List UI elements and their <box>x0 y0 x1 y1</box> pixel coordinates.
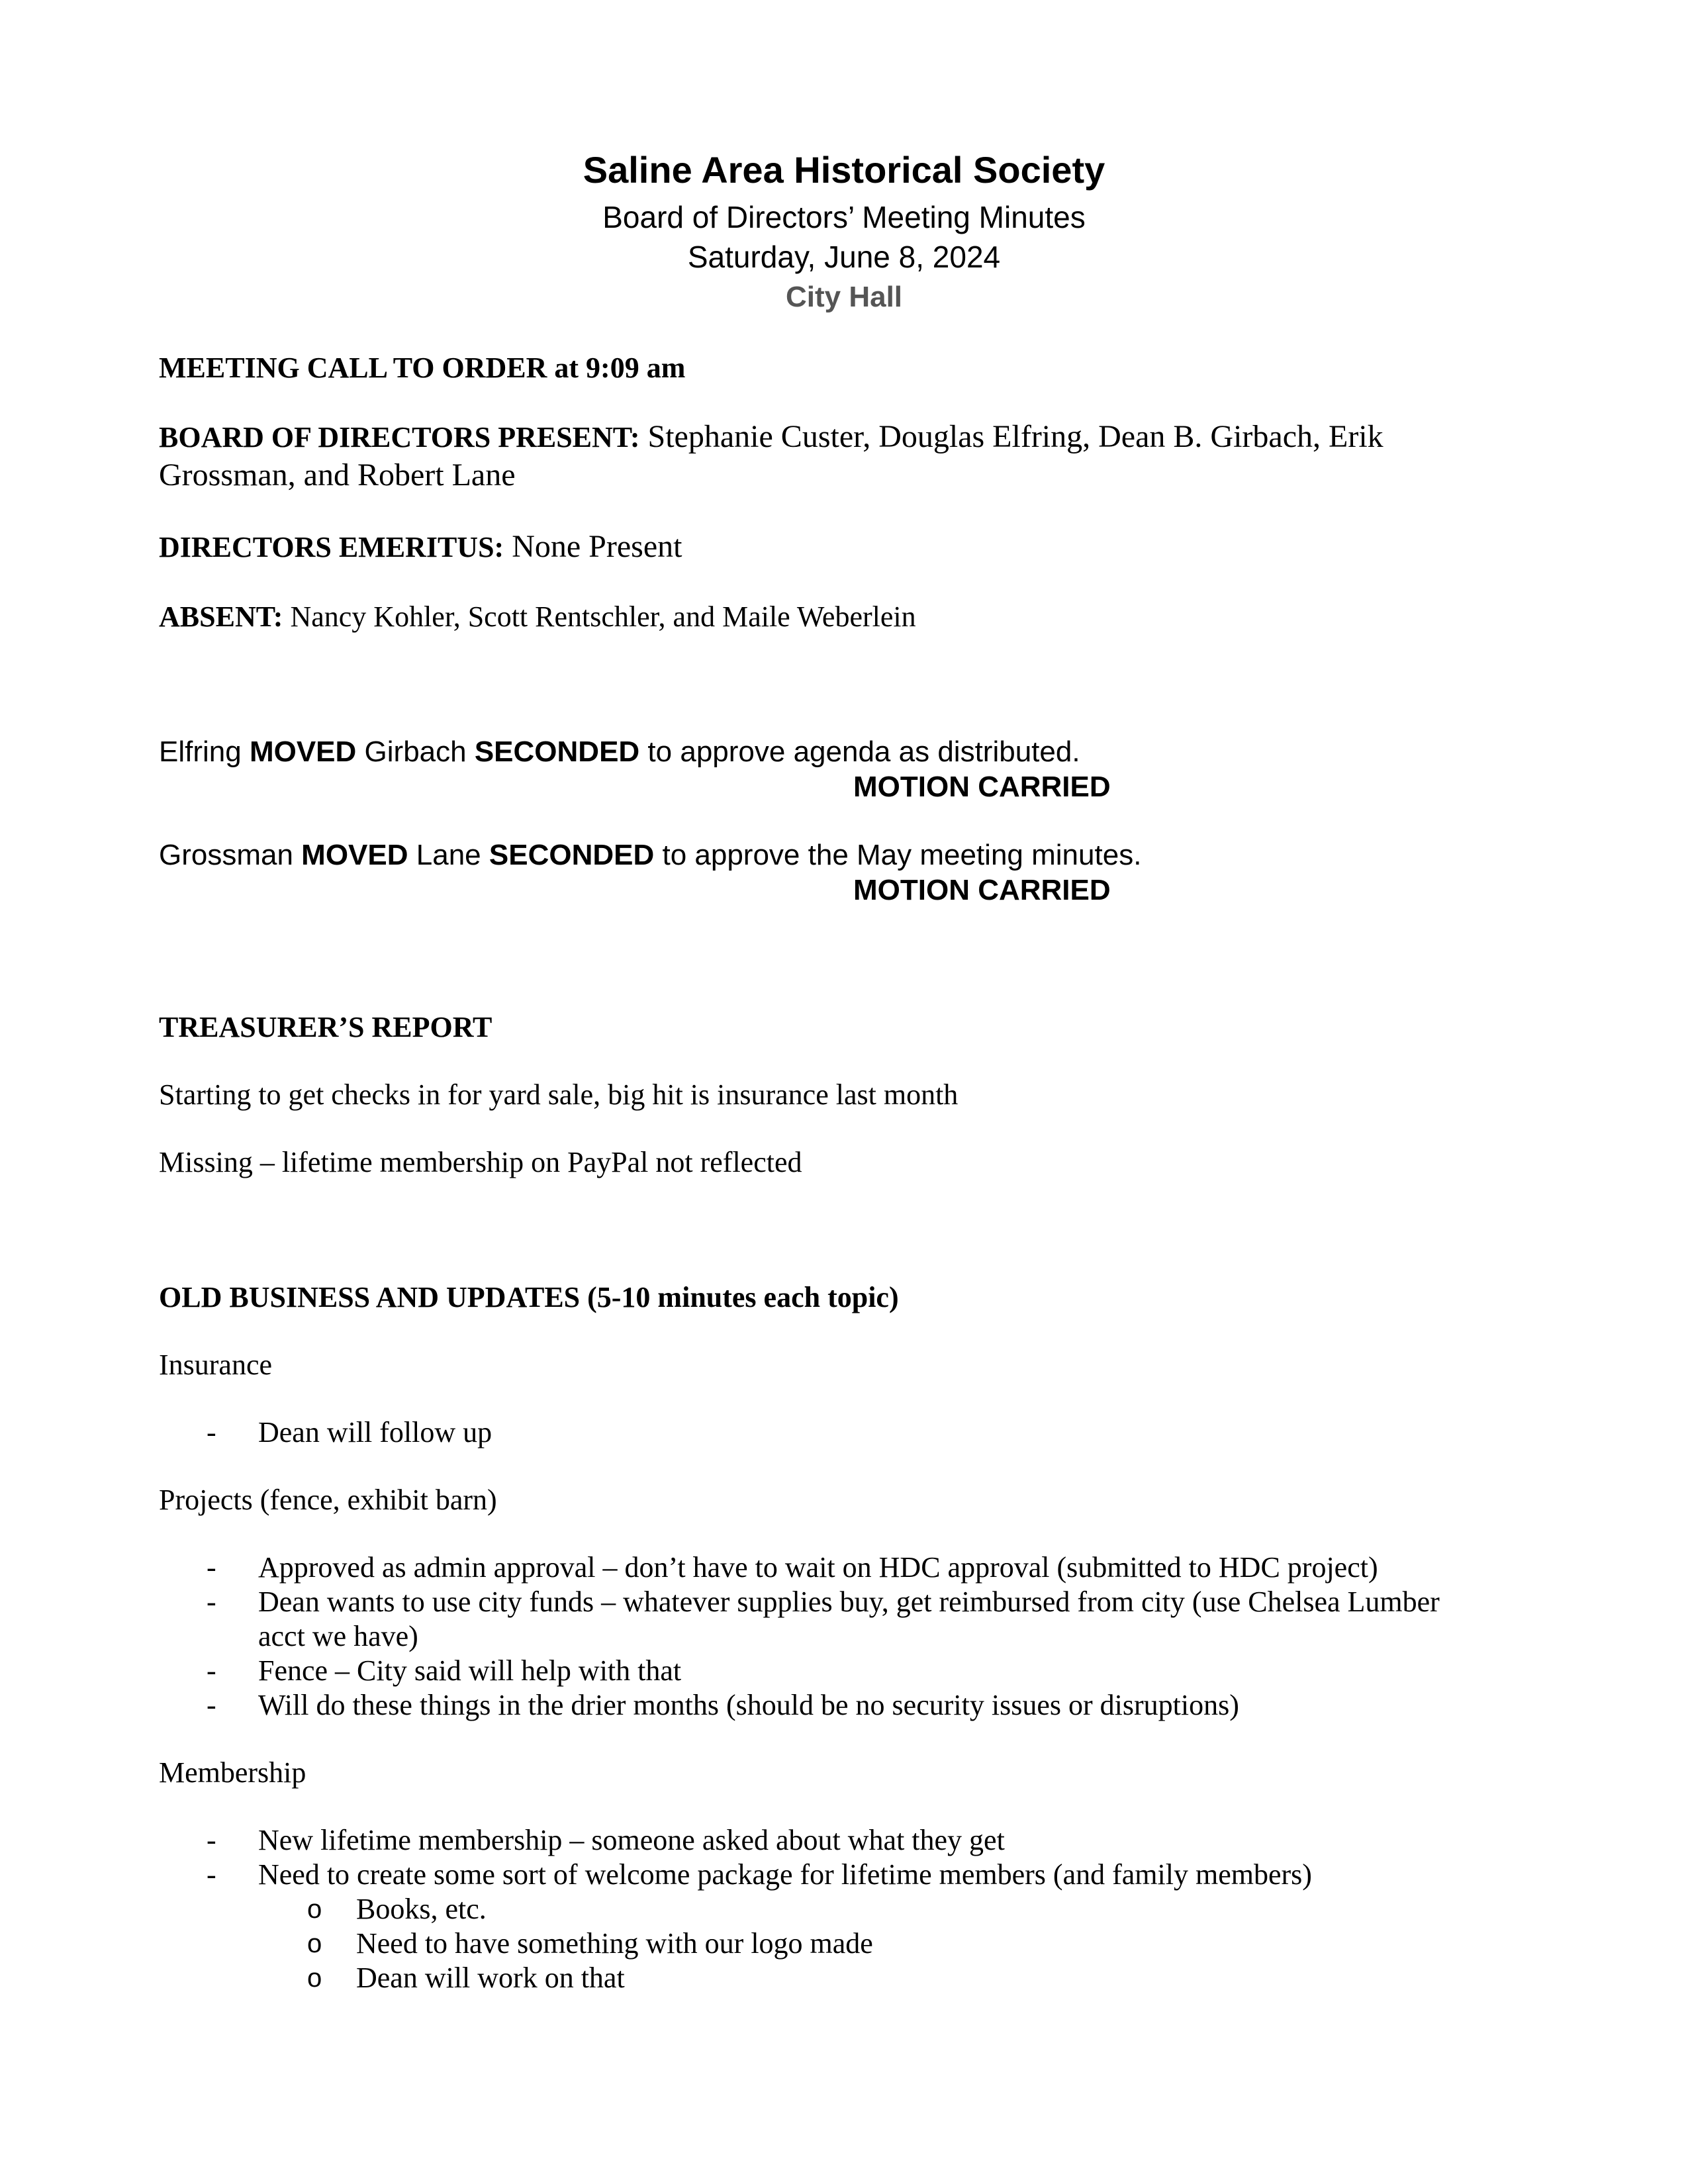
motion-seconder: Girbach <box>356 736 475 768</box>
sub-list-item-text: Dean will work on that <box>356 1962 625 1994</box>
motion-mover: Elfring <box>159 736 250 768</box>
treasurer-line: Missing – lifetime membership on PayPal not reflected <box>159 1146 802 1178</box>
call-to-order: MEETING CALL TO ORDER at 9:09 am <box>159 352 686 384</box>
emeritus-label: DIRECTORS EMERITUS: <box>159 531 504 563</box>
motion-1-result: MOTION CARRIED <box>853 771 1111 803</box>
list-item-text: Dean will follow up <box>258 1416 492 1448</box>
dash-bullet: - <box>207 1586 216 1618</box>
motion-seconder: Lane <box>408 839 489 871</box>
motion-moved-word: MOVED <box>249 736 357 768</box>
circle-bullet: o <box>307 1964 322 1993</box>
insurance-title: Insurance <box>159 1349 273 1381</box>
sub-list-item-text: Books, etc. <box>356 1893 487 1925</box>
list-item-text: Approved as admin approval – don’t have to wait on HDC approval (submitted to HDC project) <box>258 1551 1378 1584</box>
motion-1 <box>159 735 1080 769</box>
absent-label: ABSENT: <box>159 600 283 633</box>
emeritus-value: None Present <box>504 529 682 564</box>
motion-moved-word: MOVED <box>301 839 408 871</box>
list-item-text: acct we have) <box>258 1620 418 1652</box>
circle-bullet: o <box>307 1895 322 1924</box>
absent-value: Nancy Kohler, Scott Rentschler, and Maile Weberlein <box>283 600 916 633</box>
dash-bullet: - <box>207 1689 216 1721</box>
list-item-text: Will do these things in the drier months (should be no security issues or disruptions) <box>258 1689 1239 1721</box>
membership-title: Membership <box>159 1756 306 1789</box>
motion-seconded-word: SECONDED <box>489 839 655 871</box>
list-item-text: Need to create some sort of welcome package for lifetime members (and family members) <box>258 1858 1312 1891</box>
treasurer-heading: TREASURER’S REPORT <box>159 1011 492 1043</box>
dash-bullet: - <box>207 1416 216 1448</box>
list-item-text: Dean wants to use city funds – whatever supplies buy, get reimbursed from city (use Chelsea Lumber <box>258 1586 1440 1618</box>
old-business-heading: OLD BUSINESS AND UPDATES (5-10 minutes each topic) <box>159 1281 899 1313</box>
present-names: Stephanie Custer, Douglas Elfring, Dean B. Girbach, Erik <box>639 419 1383 454</box>
dash-bullet: - <box>207 1824 216 1856</box>
projects-title: Projects (fence, exhibit barn) <box>159 1484 497 1516</box>
motion-mover: Grossman <box>159 839 302 871</box>
dash-bullet: - <box>207 1654 216 1687</box>
motion-text: to approve agenda as distributed. <box>639 736 1080 768</box>
emeritus-line <box>159 528 682 566</box>
page-title: Saline Area Historical Society <box>583 149 1105 191</box>
motion-2 <box>159 838 1141 873</box>
dash-bullet: - <box>207 1858 216 1891</box>
meeting-location: City Hall <box>785 281 903 313</box>
motion-2-result: MOTION CARRIED <box>853 874 1111 906</box>
present-line-1 <box>159 418 1383 456</box>
list-item-text: Fence – City said will help with that <box>258 1654 682 1687</box>
dash-bullet: - <box>207 1551 216 1584</box>
circle-bullet: o <box>307 1929 322 1958</box>
motion-seconded-word: SECONDED <box>474 736 640 768</box>
present-label: BOARD OF DIRECTORS PRESENT: <box>159 421 640 453</box>
sub-list-item-text: Need to have something with our logo made <box>356 1927 873 1960</box>
absent-line <box>159 600 916 634</box>
list-item-text: New lifetime membership – someone asked about what they get <box>258 1824 1005 1856</box>
page-subtitle: Board of Directors’ Meeting Minutes <box>602 200 1086 234</box>
present-line-2: Grossman, and Robert Lane <box>159 457 516 493</box>
treasurer-line: Starting to get checks in for yard sale, big hit is insurance last month <box>159 1078 959 1111</box>
motion-text: to approve the May meeting minutes. <box>654 839 1142 871</box>
meeting-date: Saturday, June 8, 2024 <box>687 240 1001 274</box>
